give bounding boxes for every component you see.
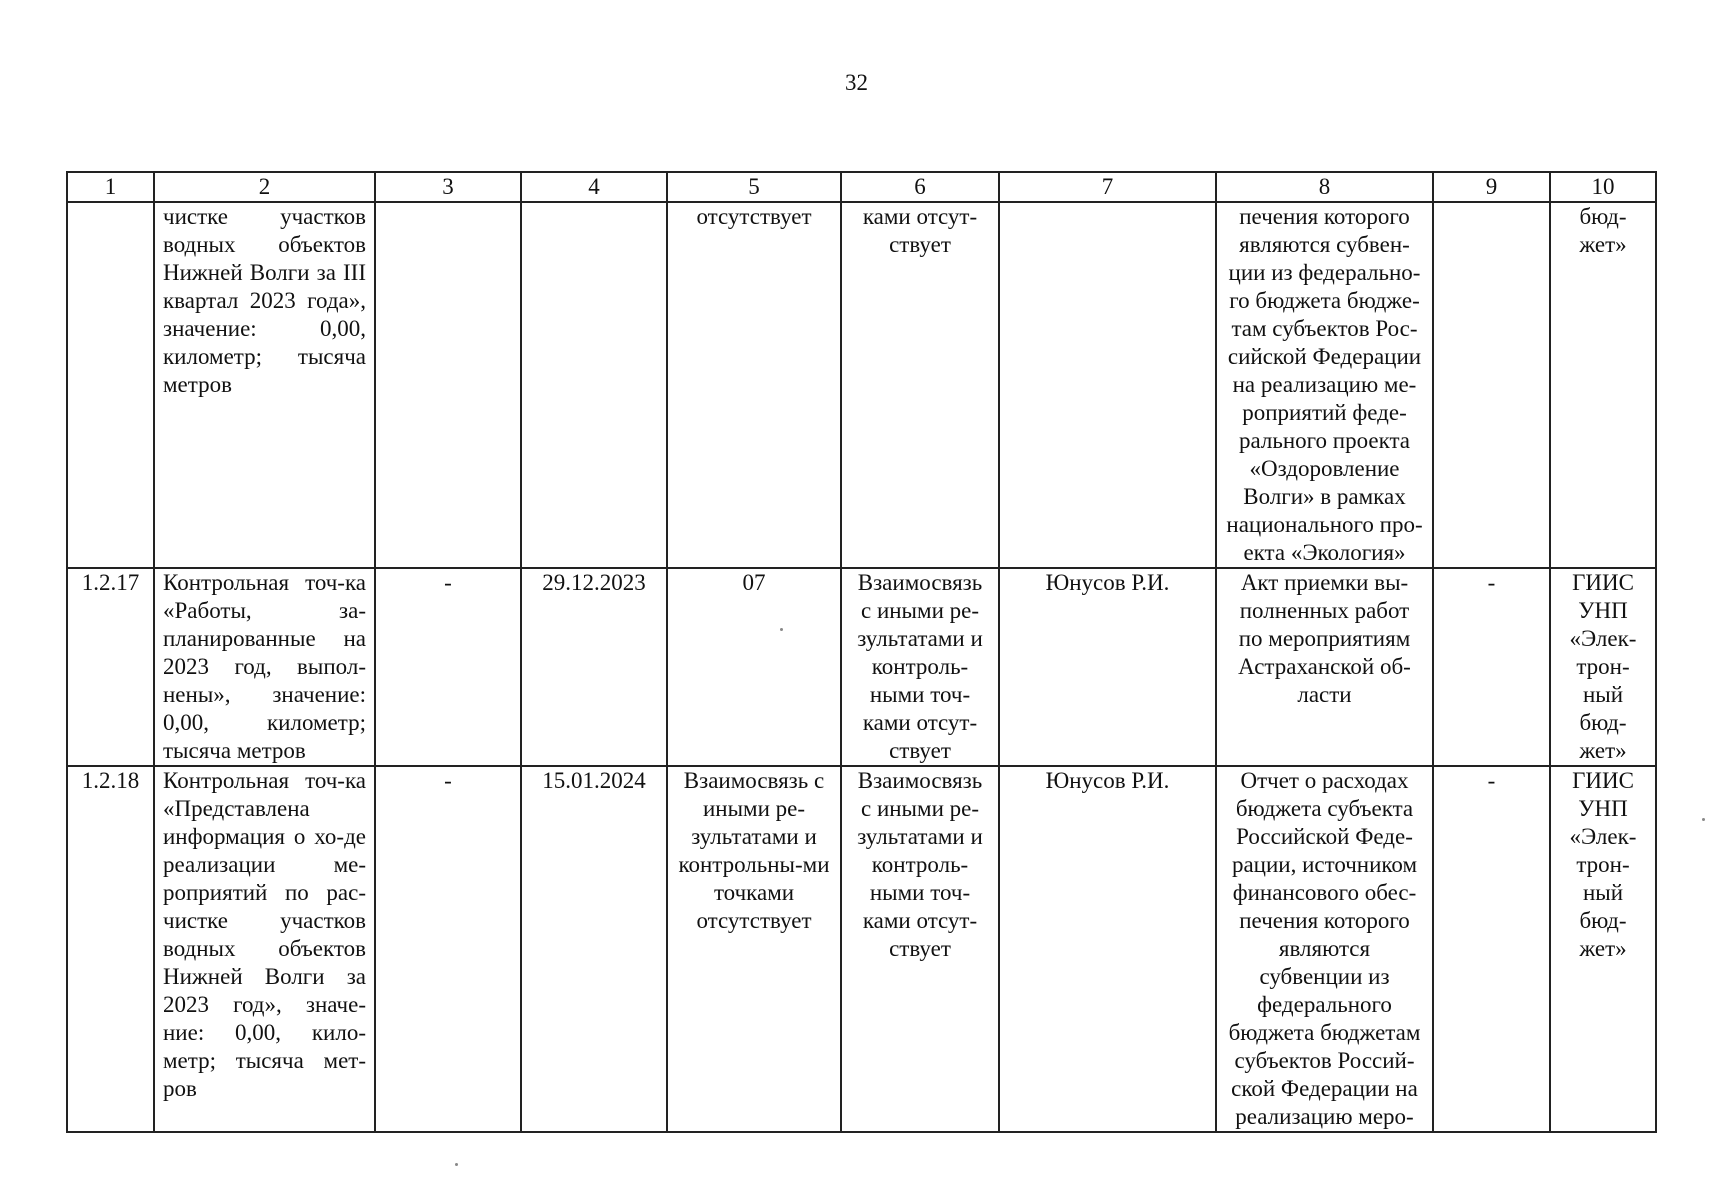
cell-system: ГИИС УНП «Элек-трон-ный бюд-жет» (1550, 766, 1656, 1132)
column-header-4: 4 (521, 172, 667, 202)
column-header-6: 6 (841, 172, 999, 202)
table-row (67, 568, 1656, 766)
cell-col9: - (1433, 568, 1550, 766)
column-header-8: 8 (1216, 172, 1433, 202)
cell-relation: Взаимосвязь с иными ре-зультатами и контроль-ными точ-ками отсут-ствует (841, 568, 999, 766)
column-header-7: 7 (999, 172, 1216, 202)
cell-number: 1.2.18 (67, 766, 154, 1132)
cell-description: Контрольная точ-ка «Представлена информация о хо-де реализации ме-роприятий по рас-чистке участков водных объектов Нижней Волги за 2023 год», значе-ние: 0,00, кило-метр; тысяча мет-ров (154, 766, 375, 1132)
column-header-9: 9 (1433, 172, 1550, 202)
scan-speck (455, 1163, 458, 1166)
column-header-2: 2 (154, 172, 375, 202)
page-number: 32 (845, 70, 868, 95)
cell-document: Акт приемки вы-полненных работ по мероприятиям Астраханской об-ласти (1216, 568, 1433, 766)
cell-document: Отчет о расходах бюджета субъекта Российской Феде-рации, источником финансового обес-печения которого являются субвенции из федерального бюджета бюджетам субъектов Россий-ской Федерации на реализацию меро- (1216, 766, 1433, 1132)
cell-number: 1.2.17 (67, 568, 154, 766)
cell-col5: Взаимосвязь с иными ре-зультатами и контрольны-ми точками отсутствует (667, 766, 841, 1132)
table-row (67, 202, 1656, 568)
cell-col3: - (375, 766, 521, 1132)
cell-number (67, 202, 154, 568)
cell-document: печения которого являются субвен-ции из федерально-го бюджета бюдже-там субъектов Рос-сийской Федерации на реализацию ме-роприятий феде-рального проекта «Оздоровление Волги» в рамках национального про-екта «Экология» (1216, 202, 1433, 568)
cell-responsible: Юнусов Р.И. (999, 568, 1216, 766)
cell-date: 15.01.2024 (521, 766, 667, 1132)
cell-col9: - (1433, 766, 1550, 1132)
cell-col9 (1433, 202, 1550, 568)
cell-col5: отсутствует (667, 202, 841, 568)
table-header-row (67, 172, 1656, 202)
cell-date: 29.12.2023 (521, 568, 667, 766)
cell-relation: Взаимосвязь с иными ре-зультатами и контроль-ными точ-ками отсут-ствует (841, 766, 999, 1132)
cell-relation: ками отсут-ствует (841, 202, 999, 568)
column-header-5: 5 (667, 172, 841, 202)
cell-system: бюд-жет» (1550, 202, 1656, 568)
scan-speck (780, 628, 783, 631)
scan-speck (1702, 818, 1705, 821)
column-header-10: 10 (1550, 172, 1656, 202)
cell-description: чистке участков водных объектов Нижней Волги за III квартал 2023 года», значение: 0,00, километр; тысяча метров (154, 202, 375, 568)
cell-description: Контрольная точ-ка «Работы, за-планированные на 2023 год, выпол-нены», значение: 0,00, километр; тысяча метров (154, 568, 375, 766)
cell-system: ГИИС УНП «Элек-трон-ный бюд-жет» (1550, 568, 1656, 766)
plan-table (66, 171, 1657, 1133)
table-row (67, 766, 1656, 1132)
cell-responsible (999, 202, 1216, 568)
cell-col3: - (375, 568, 521, 766)
cell-col5: 07 (667, 568, 841, 766)
cell-responsible: Юнусов Р.И. (999, 766, 1216, 1132)
column-header-1: 1 (67, 172, 154, 202)
column-header-3: 3 (375, 172, 521, 202)
cell-col3 (375, 202, 521, 568)
cell-date (521, 202, 667, 568)
